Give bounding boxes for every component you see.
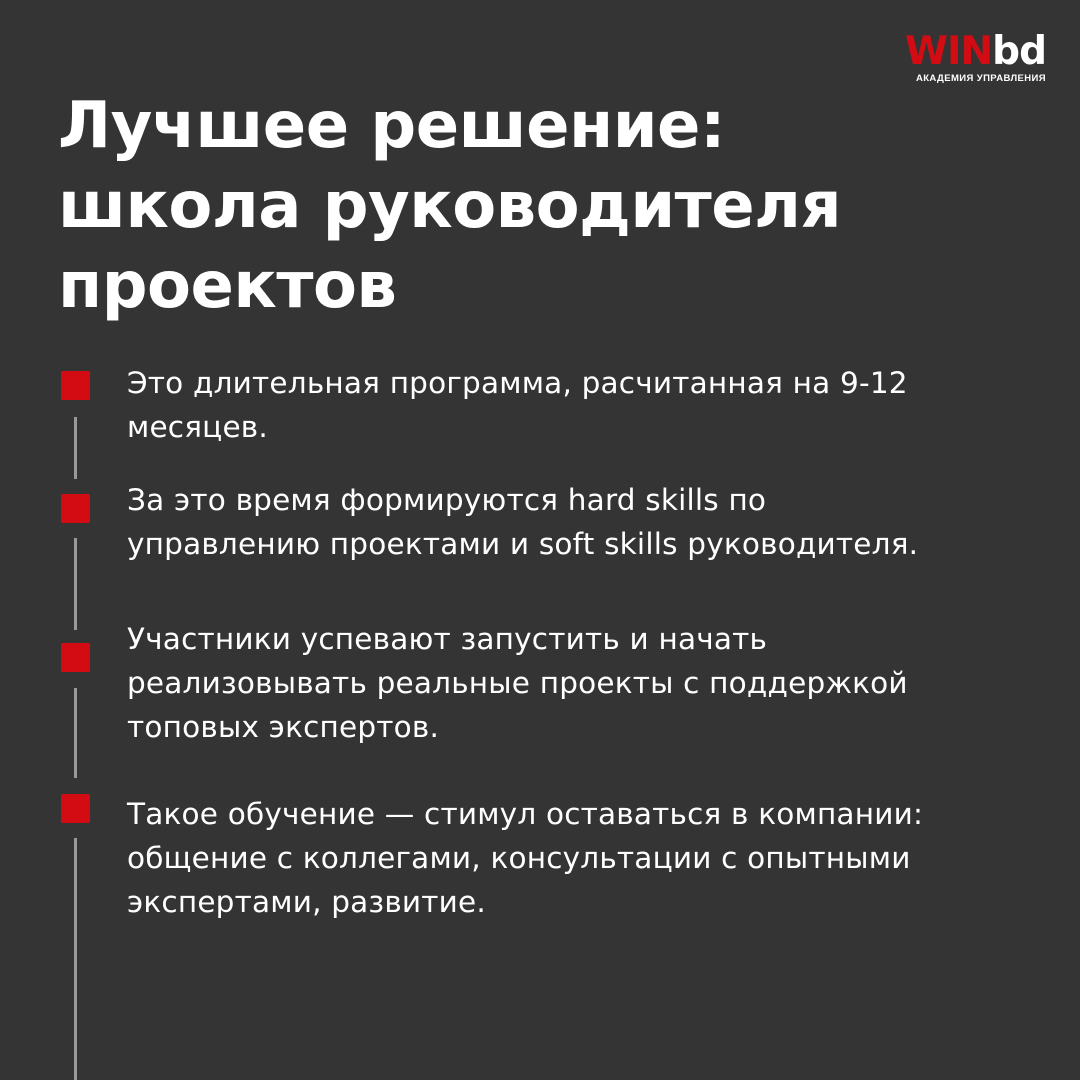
title-line: проектов [58, 249, 397, 323]
bullet-marker [61, 494, 90, 523]
bullet-item [127, 617, 1047, 749]
page-title [58, 86, 958, 326]
bullet-line: За это время формируются hard skills по [127, 483, 767, 517]
bullet-item [127, 478, 1047, 566]
timeline-segment [74, 538, 77, 630]
bullet-marker [61, 643, 90, 672]
logo-subtitle: АКАДЕМИЯ УПРАВЛЕНИЯ [915, 73, 1046, 84]
bullet-marker [61, 371, 90, 400]
bullet-line: топовых экспертов. [127, 710, 440, 744]
bullet-line: общение с коллегами, консультации с опытными [127, 841, 911, 875]
bullet-item [127, 792, 1047, 924]
bullet-line: экспертами, развитие. [127, 885, 486, 919]
brand-logo [904, 29, 1046, 84]
logo-bd: bd [992, 29, 1046, 74]
bullet-line: Это длительная программа, расчитанная на 9-12 [127, 366, 908, 400]
title-line: Лучшее решение: [58, 89, 726, 163]
logo-win: WIN [904, 29, 993, 74]
bullet-item [127, 361, 1047, 449]
timeline-segment [74, 838, 77, 1080]
bullet-marker [61, 794, 90, 823]
logo-mark [904, 29, 1046, 74]
title-line: школа руководителя [58, 169, 842, 243]
bullet-line: Участники успевают запустить и начать [127, 622, 768, 656]
timeline-segment [74, 688, 77, 778]
timeline-segment [74, 417, 77, 479]
bullet-line: Такое обучение — стимул оставаться в компании: [127, 797, 924, 831]
bullet-line: месяцев. [127, 410, 268, 444]
bullet-line: управлению проектами и soft skills руководителя. [127, 527, 919, 561]
bullet-line: реализовывать реальные проекты с поддержкой [127, 666, 908, 700]
